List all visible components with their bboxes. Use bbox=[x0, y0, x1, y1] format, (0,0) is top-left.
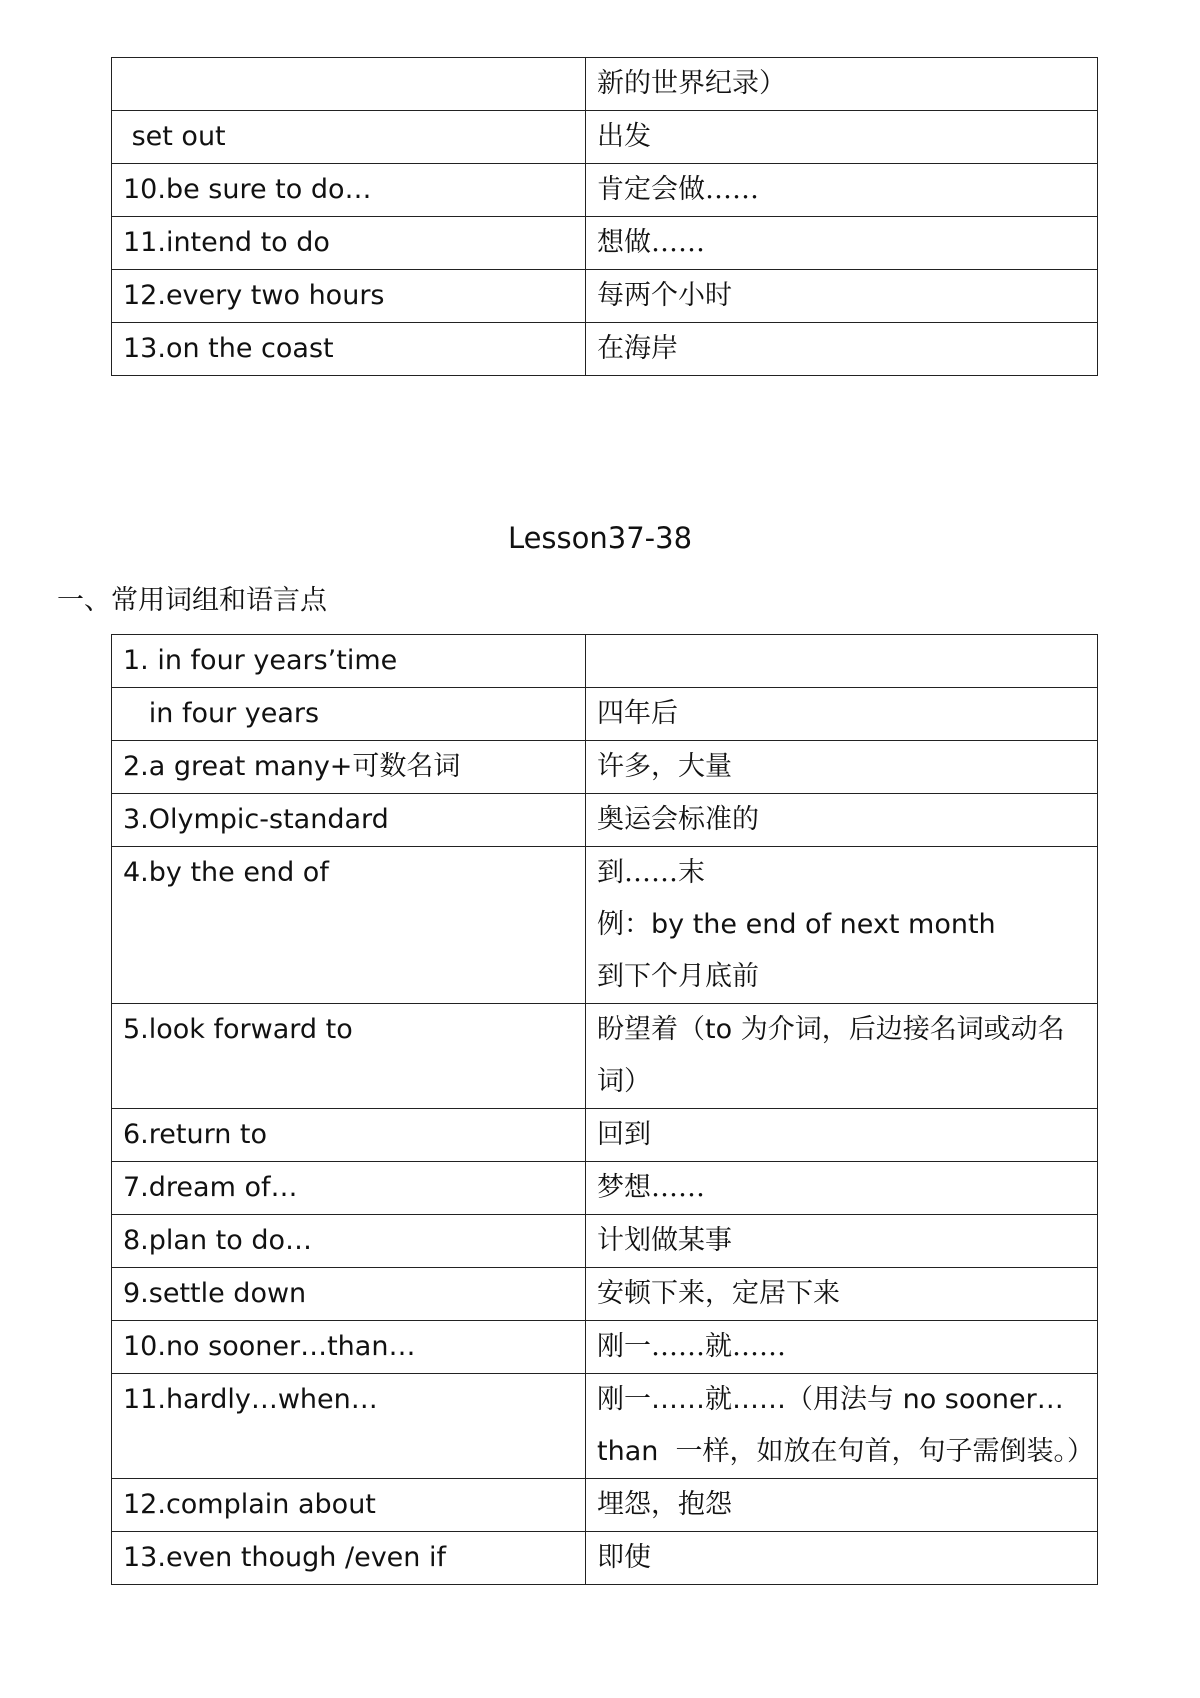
phrase-cell bbox=[112, 794, 586, 847]
meaning-cell bbox=[586, 270, 1098, 323]
meaning-text: 奥运会标准的 bbox=[597, 804, 759, 835]
table-row bbox=[112, 635, 1098, 688]
meaning-cell bbox=[586, 1532, 1098, 1585]
table-row bbox=[112, 1215, 1098, 1268]
meaning-text: 刚一……就…… bbox=[597, 1331, 786, 1362]
section-heading: 一、常用词组和语言点 bbox=[57, 585, 327, 616]
meaning-text: 肯定会做…… bbox=[597, 174, 759, 205]
meaning-text: 在海岸 bbox=[597, 333, 678, 364]
phrase-cell bbox=[112, 323, 586, 376]
meaning-text: 到下个月底前 bbox=[597, 961, 759, 992]
meaning-text: 回到 bbox=[597, 1119, 651, 1150]
table-row bbox=[112, 111, 1098, 164]
meaning-cell bbox=[586, 1215, 1098, 1268]
phrase-text: 13.on the coast bbox=[123, 333, 334, 364]
phrase-cell bbox=[112, 1215, 586, 1268]
table-row bbox=[112, 323, 1098, 376]
meaning-text: 即使 bbox=[597, 1542, 651, 1573]
phrase-text: 8.plan to do… bbox=[123, 1225, 312, 1256]
meaning-text: 刚一……就……（用法与 no sooner… bbox=[597, 1384, 1064, 1415]
phrase-text: 11.hardly…when… bbox=[123, 1384, 378, 1415]
vocab-table-body bbox=[112, 635, 1098, 1585]
phrase-cell bbox=[112, 111, 586, 164]
meaning-text: 计划做某事 bbox=[597, 1225, 732, 1256]
phrase-cell bbox=[112, 688, 586, 741]
phrase-cell bbox=[112, 270, 586, 323]
table-row bbox=[112, 688, 1098, 741]
phrase-cell bbox=[112, 1479, 586, 1532]
table-row bbox=[112, 1374, 1098, 1479]
phrase-cell bbox=[112, 1268, 586, 1321]
table-row bbox=[112, 217, 1098, 270]
meaning-cell bbox=[586, 1321, 1098, 1374]
meaning-text: 安顿下来，定居下来 bbox=[597, 1278, 840, 1309]
meaning-cell bbox=[586, 741, 1098, 794]
meaning-text: 例：by the end of next month bbox=[597, 909, 996, 940]
meaning-cell bbox=[586, 1162, 1098, 1215]
phrase-cell bbox=[112, 1162, 586, 1215]
meaning-text: 想做…… bbox=[597, 227, 705, 258]
table-row bbox=[112, 794, 1098, 847]
meaning-text: 四年后 bbox=[597, 698, 678, 729]
phrase-cell bbox=[112, 1004, 586, 1109]
phrase-text: 6.return to bbox=[123, 1119, 268, 1150]
meaning-cell bbox=[586, 794, 1098, 847]
meaning-cell bbox=[586, 1374, 1098, 1479]
meaning-text: 新的世界纪录） bbox=[597, 68, 786, 99]
vocab-table-continued-body bbox=[112, 58, 1098, 376]
meaning-text: 词） bbox=[597, 1066, 651, 1097]
phrase-text: 12.complain about bbox=[123, 1489, 376, 1520]
table-row bbox=[112, 1479, 1098, 1532]
table-row bbox=[112, 164, 1098, 217]
meaning-cell bbox=[586, 1268, 1098, 1321]
meaning-text: than 一样，如放在句首，句子需倒装。） bbox=[597, 1436, 1095, 1467]
table-row bbox=[112, 1109, 1098, 1162]
table-row bbox=[112, 741, 1098, 794]
phrase-cell bbox=[112, 1109, 586, 1162]
phrase-text: 4.by the end of bbox=[123, 857, 329, 888]
lesson-title: Lesson37-38 bbox=[507, 521, 693, 555]
table-row bbox=[112, 1321, 1098, 1374]
table-row bbox=[112, 58, 1098, 111]
meaning-cell bbox=[586, 111, 1098, 164]
meaning-text: 出发 bbox=[597, 121, 651, 152]
phrase-text: 10.no sooner…than… bbox=[123, 1331, 416, 1362]
phrase-cell bbox=[112, 1532, 586, 1585]
table-row bbox=[112, 1268, 1098, 1321]
table-row bbox=[112, 847, 1098, 1004]
phrase-text: 11.intend to do bbox=[123, 227, 330, 258]
table-row bbox=[112, 1532, 1098, 1585]
table-row bbox=[112, 1162, 1098, 1215]
meaning-text: 许多，大量 bbox=[597, 751, 732, 782]
meaning-text: 每两个小时 bbox=[597, 280, 732, 311]
phrase-text: set out bbox=[123, 121, 226, 152]
meaning-cell bbox=[586, 58, 1098, 111]
phrase-cell bbox=[112, 847, 586, 1004]
phrase-cell bbox=[112, 58, 586, 111]
meaning-text: 埋怨，抱怨 bbox=[597, 1489, 732, 1520]
meaning-text: 梦想…… bbox=[597, 1172, 705, 1203]
phrase-cell bbox=[112, 1374, 586, 1479]
meaning-cell bbox=[586, 847, 1098, 1004]
table-row bbox=[112, 1004, 1098, 1109]
phrase-text: in four years bbox=[123, 698, 320, 729]
phrase-text: 1. in four years’time bbox=[123, 645, 398, 676]
vocab-table-continued bbox=[111, 57, 1098, 376]
vocab-table bbox=[111, 634, 1098, 1585]
meaning-text: 盼望着（to 为介词，后边接名词或动名 bbox=[597, 1014, 1065, 1045]
phrase-text: 12.every two hours bbox=[123, 280, 385, 311]
phrase-cell bbox=[112, 164, 586, 217]
meaning-cell bbox=[586, 635, 1098, 688]
meaning-cell bbox=[586, 217, 1098, 270]
phrase-text: 13.even though /even if bbox=[123, 1542, 446, 1573]
phrase-cell bbox=[112, 217, 586, 270]
meaning-cell bbox=[586, 688, 1098, 741]
meaning-cell bbox=[586, 1004, 1098, 1109]
phrase-text: 3.Olympic-standard bbox=[123, 804, 389, 835]
phrase-cell bbox=[112, 635, 586, 688]
phrase-cell bbox=[112, 741, 586, 794]
meaning-cell bbox=[586, 1479, 1098, 1532]
meaning-cell bbox=[586, 323, 1098, 376]
phrase-text: 7.dream of… bbox=[123, 1172, 298, 1203]
phrase-text: 5.look forward to bbox=[123, 1014, 353, 1045]
meaning-cell bbox=[586, 164, 1098, 217]
table-row bbox=[112, 270, 1098, 323]
meaning-cell bbox=[586, 1109, 1098, 1162]
phrase-text: 10.be sure to do… bbox=[123, 174, 372, 205]
phrase-cell bbox=[112, 1321, 586, 1374]
meaning-text: 到……末 bbox=[597, 857, 705, 888]
phrase-text: 2.a great many+可数名词 bbox=[123, 751, 461, 782]
phrase-text: 9.settle down bbox=[123, 1278, 307, 1309]
